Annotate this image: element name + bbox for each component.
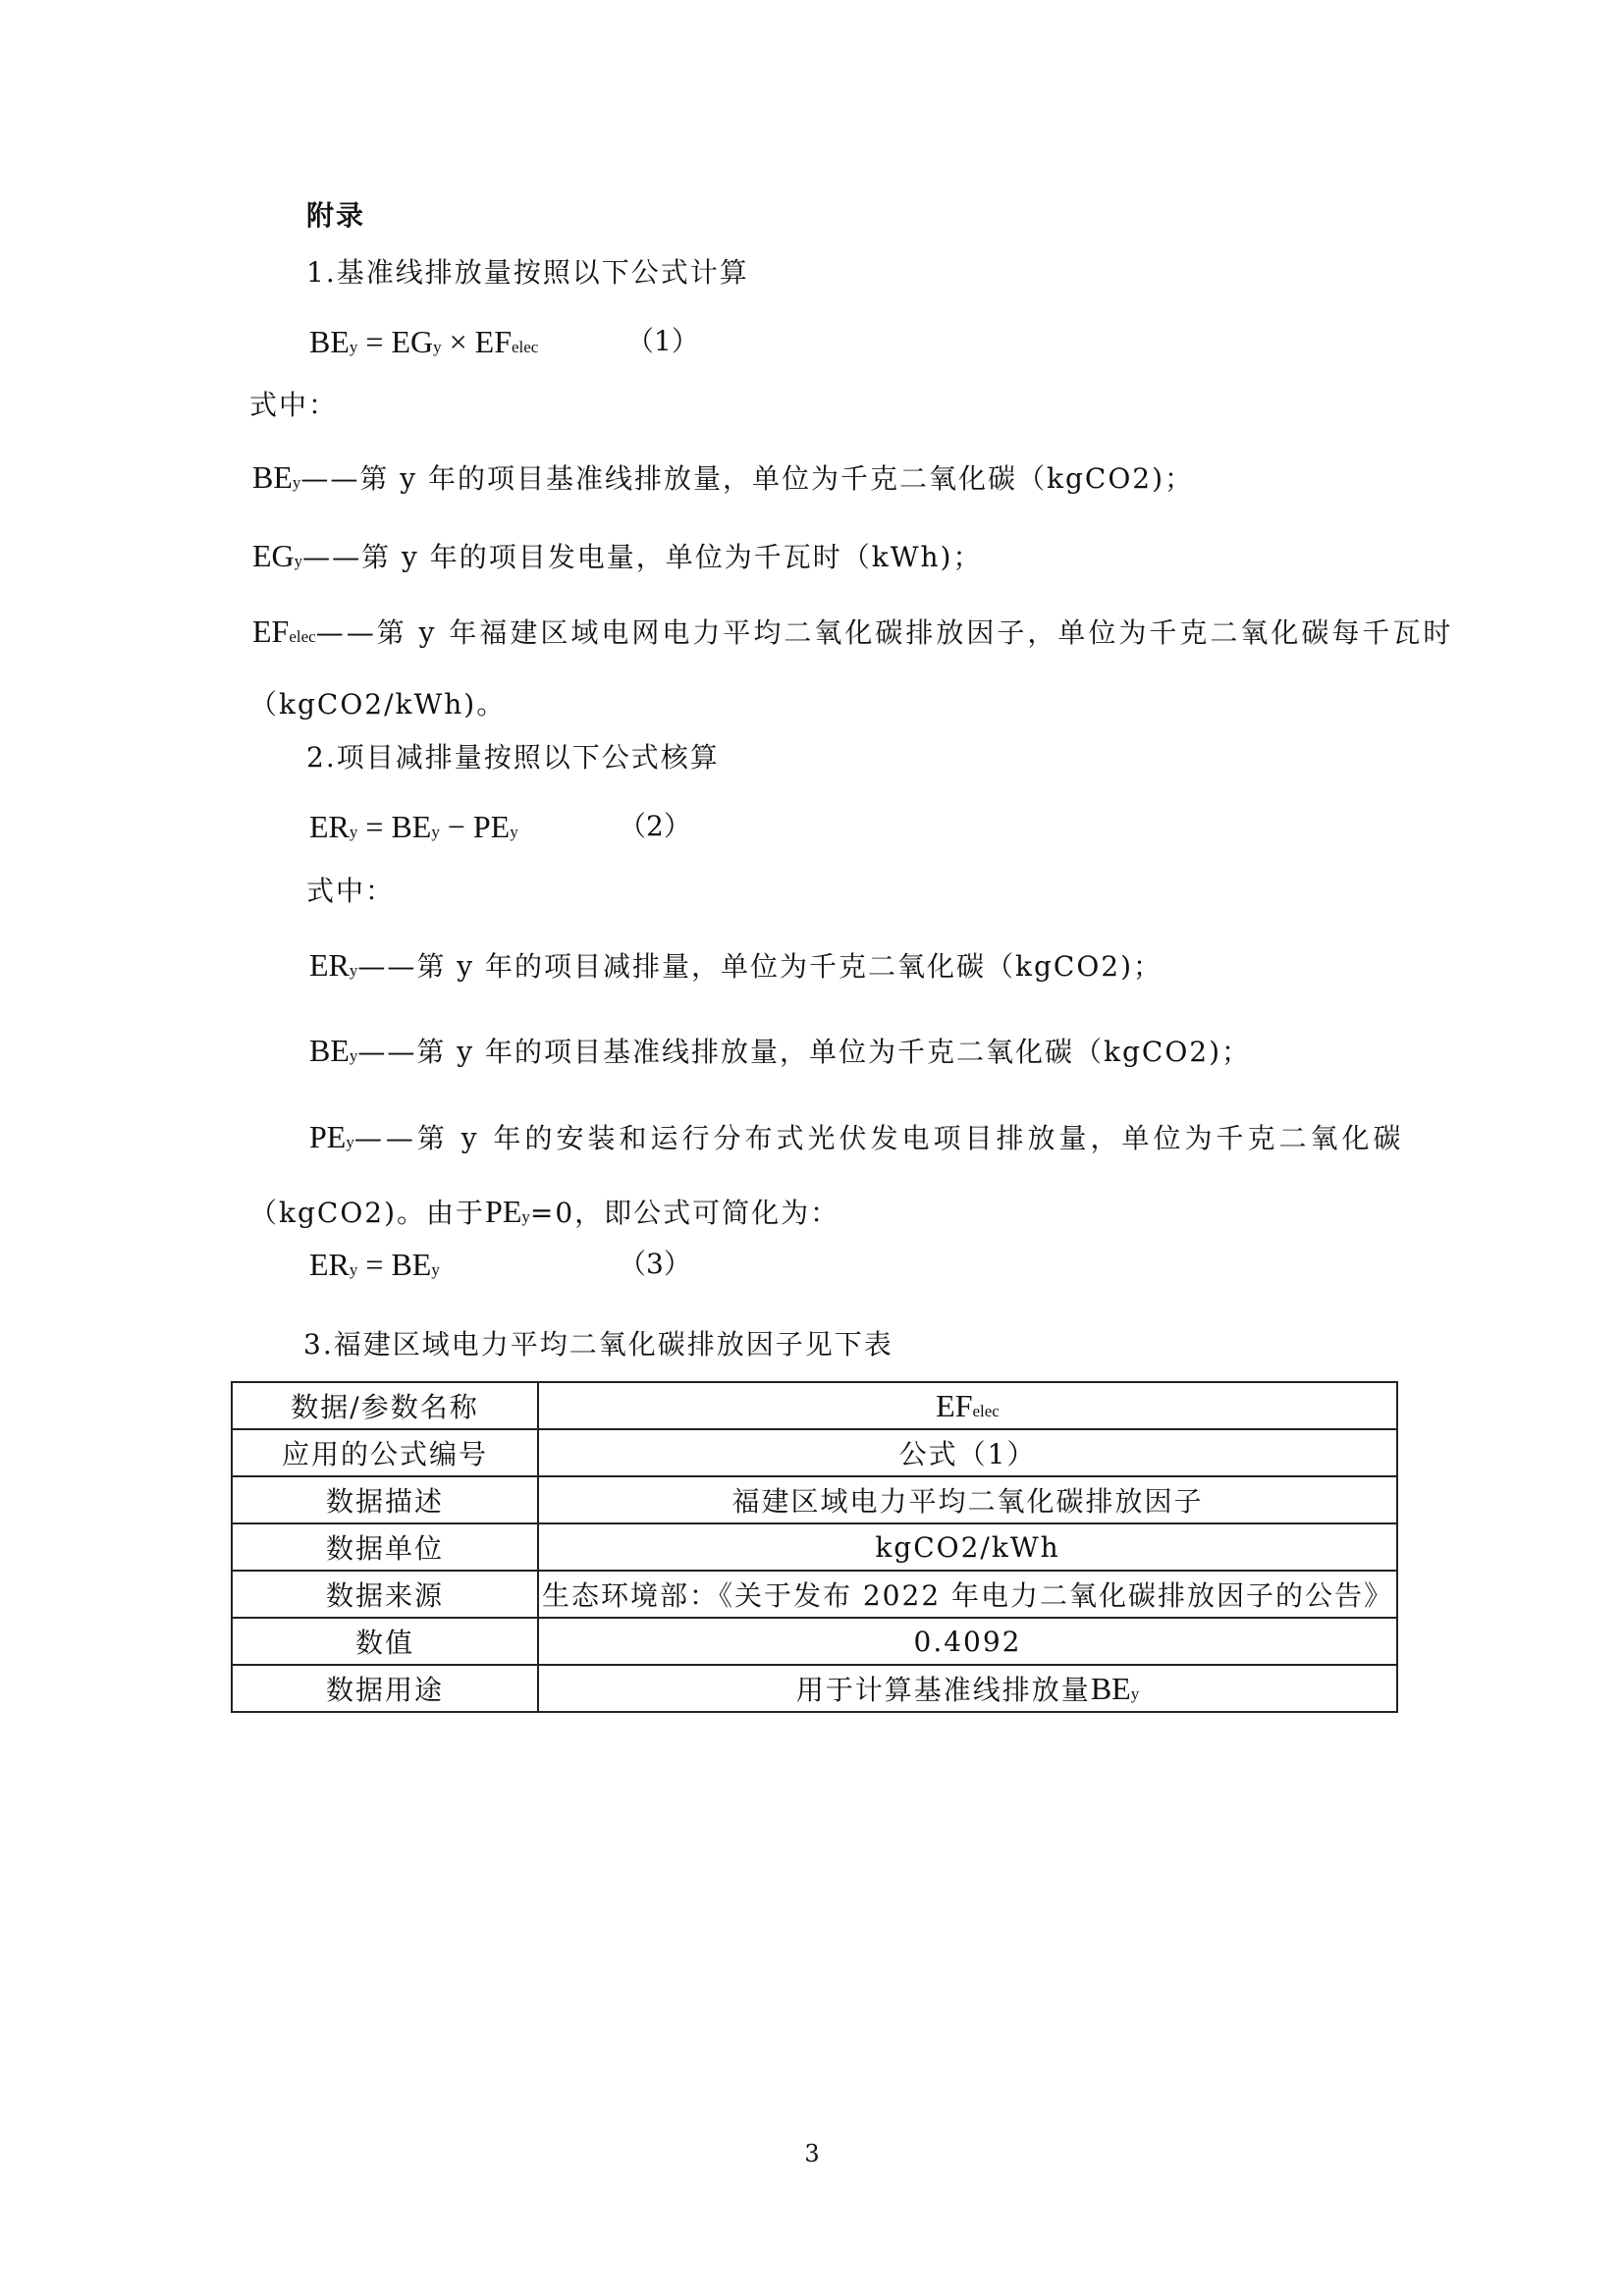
table-label-cell: 数据描述 <box>232 1476 538 1523</box>
definition-pe-continued: （kgCO2)。由于PEy=0，即公式可简化为： <box>249 1194 840 1229</box>
table-row <box>232 1618 1397 1665</box>
where-label-1: 式中： <box>249 389 339 421</box>
table-label-cell: 应用的公式编号 <box>232 1429 538 1476</box>
appendix-title: 附录 <box>306 199 366 232</box>
definition-ef: EFelec——第 y 年福建区域电网电力平均二氧化碳排放因子，单位为千克二氧化碳每千瓦时 <box>252 614 1454 649</box>
section-3-heading: 3.福建区域电力平均二氧化碳排放因子见下表 <box>303 1328 893 1361</box>
section-2-heading: 2.项目减排量按照以下公式核算 <box>306 741 720 774</box>
table-label-cell: 数据用途 <box>232 1665 538 1712</box>
table-label-cell: 数据/参数名称 <box>232 1382 538 1429</box>
table-row <box>232 1571 1397 1618</box>
equation-1-number: （1） <box>626 325 699 357</box>
table-value-cell: 用于计算基准线排放量BEy <box>538 1665 1397 1712</box>
table-row <box>232 1382 1397 1429</box>
table-label-cell: 数据单位 <box>232 1523 538 1571</box>
where-label-2: 式中： <box>306 875 396 907</box>
equation-3: ERy = BEy <box>309 1247 440 1282</box>
section-1-heading: 1.基准线排放量按照以下公式计算 <box>306 256 749 289</box>
table-value-cell: kgCO2/kWh <box>538 1523 1397 1571</box>
equation-2: ERy = BEy − PEy <box>309 809 518 844</box>
definition-eg: EGy——第 y 年的项目发电量，单位为千瓦时（kWh)； <box>252 538 983 573</box>
definition-er: ERy——第 y 年的项目减排量，单位为千克二氧化碳（kgCO2)； <box>309 947 1164 983</box>
definition-be: BEy——第 y 年的项目基准线排放量，单位为千克二氧化碳（kgCO2)； <box>252 459 1195 495</box>
table-value-cell: 0.4092 <box>538 1618 1397 1665</box>
table-row <box>232 1476 1397 1523</box>
parameter-table <box>231 1381 1398 1713</box>
table-row <box>232 1665 1397 1712</box>
table-value-cell: 生态环境部：《关于发布 2022 年电力二氧化碳排放因子的公告》 <box>538 1571 1397 1618</box>
table-value-cell: EFelec <box>538 1382 1397 1429</box>
table-value-cell: 公式（1） <box>538 1429 1397 1476</box>
table-label-cell: 数据来源 <box>232 1571 538 1618</box>
definition-ef-continued: （kgCO2/kWh)。 <box>249 688 507 721</box>
table-row <box>232 1429 1397 1476</box>
table-value-cell: 福建区域电力平均二氧化碳排放因子 <box>538 1476 1397 1523</box>
definition-be-2: BEy——第 y 年的项目基准线排放量，单位为千克二氧化碳（kgCO2)； <box>309 1033 1252 1068</box>
table-label-cell: 数值 <box>232 1618 538 1665</box>
page-number: 3 <box>804 2140 820 2167</box>
equation-3-number: （3） <box>619 1248 691 1280</box>
table-row <box>232 1523 1397 1571</box>
definition-pe: PEy——第 y 年的安装和运行分布式光伏发电项目排放量，单位为千克二氧化碳 <box>309 1119 1405 1154</box>
equation-1: BEy = EGy × EFelec <box>309 324 539 359</box>
equation-2-number: （2） <box>619 810 691 842</box>
